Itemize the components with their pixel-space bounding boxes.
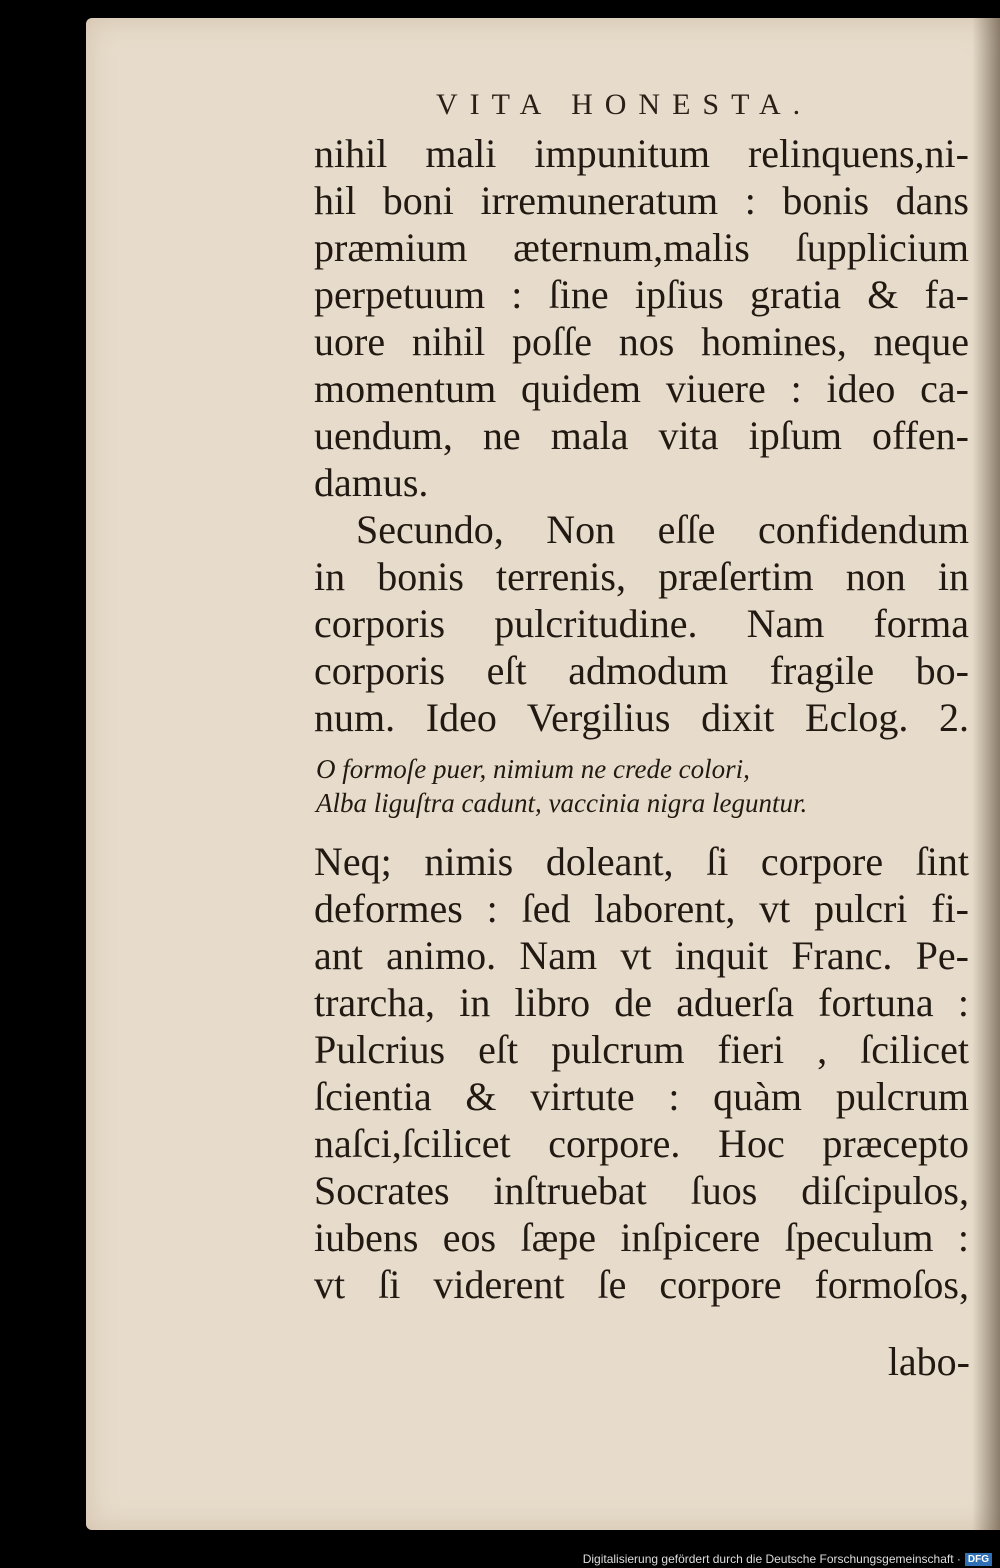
text-line: vt ſi viderent ſe corpore formoſos, xyxy=(314,1262,969,1307)
digitization-credit xyxy=(583,1552,992,1566)
text-line: Secundo, Non eſſe confidendum xyxy=(356,507,969,552)
paragraph-2 xyxy=(314,506,969,741)
text-line: iubens eos ſæpe inſpicere ſpeculum : xyxy=(314,1215,969,1260)
text-line: præmium æternum,malis ſupplicium xyxy=(314,225,969,270)
text-line: hil boni irremuneratum : bonis dans xyxy=(314,178,969,223)
text-line: trarcha, in libro de aduerſa fortuna : xyxy=(314,980,969,1025)
text-line: corporis pulcritudine. Nam forma xyxy=(314,601,969,646)
dfg-logo: DFG xyxy=(965,1553,992,1566)
credit-text: Digitalisierung gefördert durch die Deutsche Forschungsgemeinschaft · xyxy=(582,1552,961,1566)
catchword: labo- xyxy=(887,1339,970,1384)
running-head: VITA HONESTA. xyxy=(436,88,813,121)
verse-line: O formoſe puer, nimium ne crede colori, xyxy=(316,754,750,784)
book-page xyxy=(86,18,1000,1530)
spine-shadow xyxy=(972,18,1000,1530)
verse-line: Alba liguſtra cadunt, vaccinia nigra leguntur. xyxy=(316,788,808,818)
text-line: ſcientia & virtute : quàm pulcrum xyxy=(314,1074,969,1119)
text-line: Pulcrius eſt pulcrum fieri , ſcilicet xyxy=(314,1027,969,1072)
text-line: corporis eſt admodum fragile bo- xyxy=(314,648,969,693)
text-line: ant animo. Nam vt inquit Franc. Pe- xyxy=(314,933,969,978)
text-line: Socrates inſtruebat ſuos diſcipulos, xyxy=(314,1168,969,1213)
text-line: perpetuum : ſine ipſius gratia & fa- xyxy=(314,272,969,317)
text-line: Neq; nimis doleant, ſi corpore ſint xyxy=(314,839,969,884)
paragraph-1 xyxy=(314,130,969,506)
text-line: in bonis terrenis, præſertim non in xyxy=(314,554,969,599)
text-line: num. Ideo Vergilius dixit Eclog. 2. xyxy=(314,695,969,740)
text-line: deformes : ſed laborent, vt pulcri fi- xyxy=(314,886,969,931)
paragraph-3 xyxy=(314,838,969,1308)
text-line: momentum quidem viuere : ideo ca- xyxy=(314,366,969,411)
verse-quotation xyxy=(316,752,807,820)
text-line: nihil mali impunitum relinquens,ni- xyxy=(314,131,969,176)
text-line: uendum, ne mala vita ipſum offen- xyxy=(314,413,969,458)
text-line: naſci,ſcilicet corpore. Hoc præcepto xyxy=(314,1121,969,1166)
text-line: uore nihil poſſe nos homines, neque xyxy=(314,319,969,364)
text-line: damus. xyxy=(314,460,429,505)
